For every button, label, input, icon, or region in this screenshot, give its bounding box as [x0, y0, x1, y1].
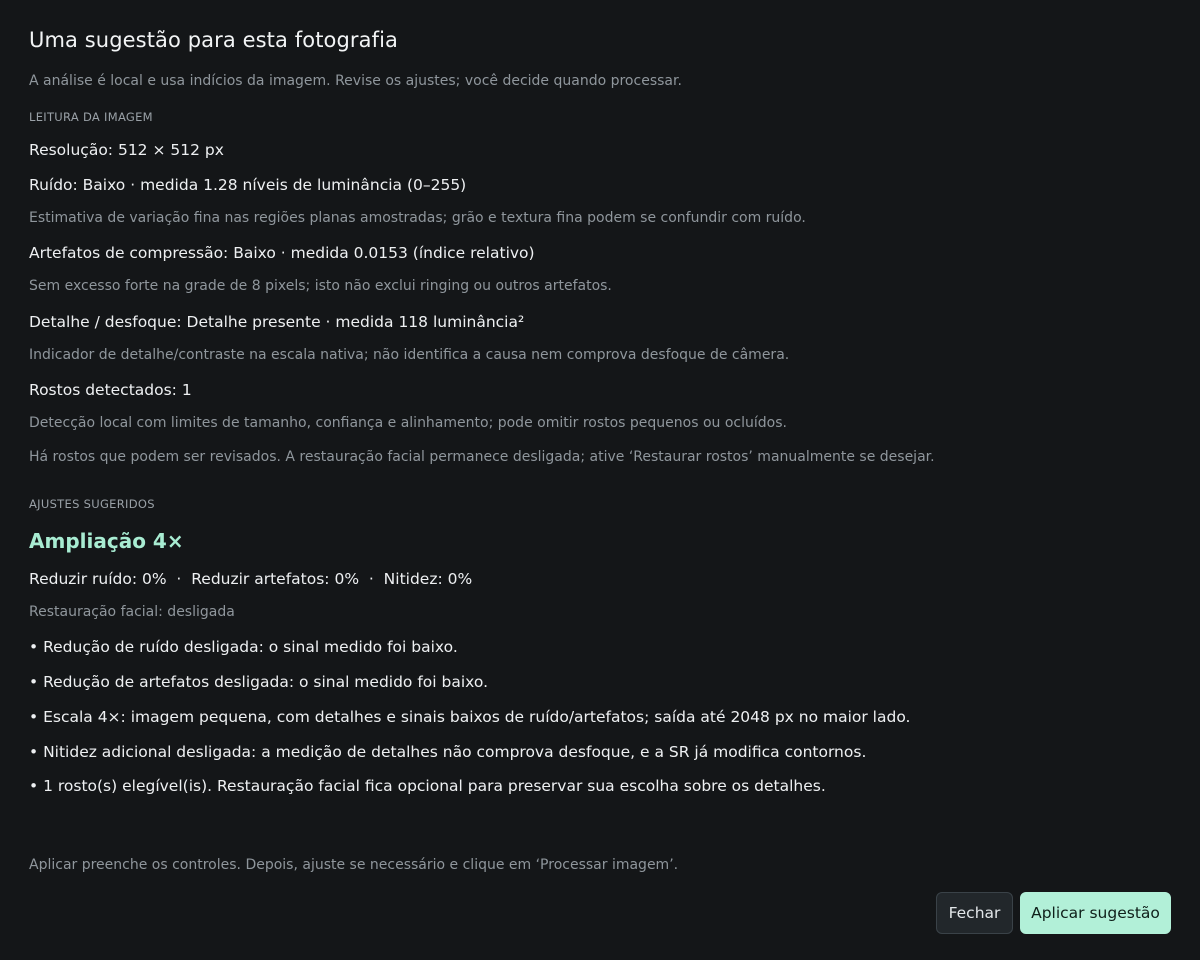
noise-note: Estimativa de variação fina nas regiões planas amostradas; grão e textura fina podem se confundir com ruído. — [29, 210, 806, 226]
detail-note: Indicador de detalhe/contraste na escala nativa; não identifica a causa nem comprova desfoque de câmera. — [29, 347, 790, 363]
compression-value: Artefatos de compressão: Baixo · medida 0.0153 (índice relativo) — [29, 244, 535, 262]
dialog-subtitle: A análise é local e usa indícios da imagem. Revise os ajustes; você decide quando processar. — [29, 73, 682, 89]
reason-bullet: • Nitidez adicional desligada: a medição de detalhes não comprova desfoque, e a SR já modifica contornos. — [29, 743, 867, 761]
section-label-image-reading: LEITURA DA IMAGEM — [29, 110, 153, 124]
settings-summary: Reduzir ruído: 0% · Reduzir artefatos: 0% · Nitidez: 0% — [29, 570, 473, 588]
reason-bullet: • Redução de ruído desligada: o sinal medido foi baixo. — [29, 638, 458, 656]
apply-suggestion-button[interactable]: Aplicar sugestão — [1020, 892, 1171, 934]
reason-bullet: • Escala 4×: imagem pequena, com detalhes e sinais baixos de ruído/artefatos; saída até 2048 px no maior lado. — [29, 708, 911, 726]
reason-bullet: • Redução de artefatos desligada: o sinal medido foi baixo. — [29, 673, 488, 691]
suggestion-headline: Ampliação 4× — [29, 529, 184, 553]
section-label-suggested-settings: AJUSTES SUGERIDOS — [29, 497, 155, 511]
faces-restore-note: Há rostos que podem ser revisados. A restauração facial permanece desligada; ative ‘Restaurar rostos’ manualmente se desejar. — [29, 449, 935, 465]
noise-value: Ruído: Baixo · medida 1.28 níveis de luminância (0–255) — [29, 176, 467, 194]
face-restore-status: Restauração facial: desligada — [29, 604, 235, 620]
resolution-value: Resolução: 512 × 512 px — [29, 141, 224, 159]
detail-value: Detalhe / desfoque: Detalhe presente · medida 118 luminância² — [29, 313, 525, 331]
compression-note: Sem excesso forte na grade de 8 pixels; isto não exclui ringing ou outros artefatos. — [29, 278, 612, 294]
close-button[interactable]: Fechar — [936, 892, 1013, 934]
dialog-title: Uma sugestão para esta fotografia — [29, 28, 399, 52]
faces-value: Rostos detectados: 1 — [29, 381, 192, 399]
reason-bullet: • 1 rosto(s) elegível(is). Restauração facial fica opcional para preservar sua escolha sobre os detalhes. — [29, 777, 826, 795]
faces-note: Detecção local com limites de tamanho, confiança e alinhamento; pode omitir rostos pequenos ou ocluídos. — [29, 415, 787, 431]
footer-note: Aplicar preenche os controles. Depois, ajuste se necessário e clique em ‘Processar imagem’. — [29, 857, 679, 873]
